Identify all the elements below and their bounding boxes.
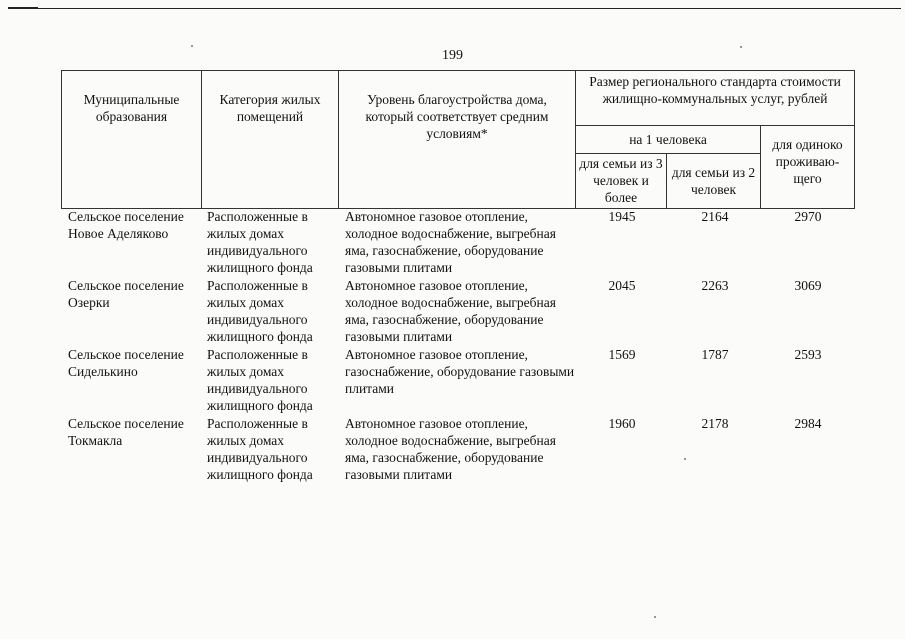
header-improvement: Уровень благоустройства дома, который соответствует средним условиям*	[339, 71, 576, 209]
cell-category: Расположенные в жилых домах индивидуального жилищного фонда	[207, 347, 313, 413]
table-row	[61, 415, 854, 484]
header-single: для одиноко проживаю-щего	[761, 126, 855, 209]
page-number: 199	[442, 48, 463, 63]
cell-family2: 2164	[701, 209, 729, 224]
header-category: Категория жилых помещений	[202, 71, 339, 209]
cell-single: 2970	[794, 209, 822, 224]
cell-improvement: Автономное газовое отопление, холодное водоснабжение, выгребная яма, газоснабжение, оборудование газовыми плитами	[345, 278, 556, 344]
cell-family2: 1787	[701, 347, 729, 362]
scan-speck	[654, 616, 656, 618]
header-family3: для семьи из 3 человек и более	[576, 154, 667, 209]
cell-single: 2984	[794, 416, 822, 431]
cell-category: Расположенные в жилых домах индивидуального жилищного фонда	[207, 209, 313, 275]
cell-category: Расположенные в жилых домах индивидуального жилищного фонда	[207, 278, 313, 344]
scan-speck	[740, 46, 742, 48]
cell-family2: 2263	[701, 278, 729, 293]
cell-single: 2593	[794, 347, 822, 362]
cell-single: 3069	[794, 278, 822, 293]
cell-category: Расположенные в жилых домах индивидуального жилищного фонда	[207, 416, 313, 482]
scan-speck	[684, 458, 686, 460]
cell-family3: 1945	[608, 209, 636, 224]
header-municipality: Муниципальные образования	[62, 71, 202, 209]
table-row	[61, 277, 854, 346]
cell-municipality: Сельское поселение Новое Аделяково	[68, 209, 184, 241]
cell-family2: 2178	[701, 416, 729, 431]
header-per-person: на 1 человека	[576, 126, 761, 154]
top-rule	[8, 8, 901, 9]
cell-municipality: Сельское поселение Сиделькино	[68, 347, 184, 379]
table-row	[61, 208, 854, 277]
cell-family3: 1960	[608, 416, 636, 431]
header-family2: для семьи из 2 человек	[667, 154, 761, 209]
cell-family3: 2045	[608, 278, 636, 293]
cell-municipality: Сельское поселение Озерки	[68, 278, 184, 310]
cell-improvement: Автономное газовое отопление, холодное водоснабжение, выгребная яма, газоснабжение, оборудование газовыми плитами	[345, 209, 556, 275]
cell-family3: 1569	[608, 347, 636, 362]
header-standard: Размер регионального стандарта стоимости жилищно-коммунальных услуг, рублей	[576, 71, 855, 126]
cell-improvement: Автономное газовое отопление, газоснабжение, оборудование газовыми плитами	[345, 347, 575, 396]
cell-municipality: Сельское поселение Токмакла	[68, 416, 184, 448]
table-header	[61, 70, 855, 209]
cell-improvement: Автономное газовое отопление, холодное водоснабжение, выгребная яма, газоснабжение, оборудование газовыми плитами	[345, 416, 556, 482]
table-row	[61, 346, 854, 415]
table-body	[61, 208, 854, 484]
scan-speck	[191, 45, 193, 47]
